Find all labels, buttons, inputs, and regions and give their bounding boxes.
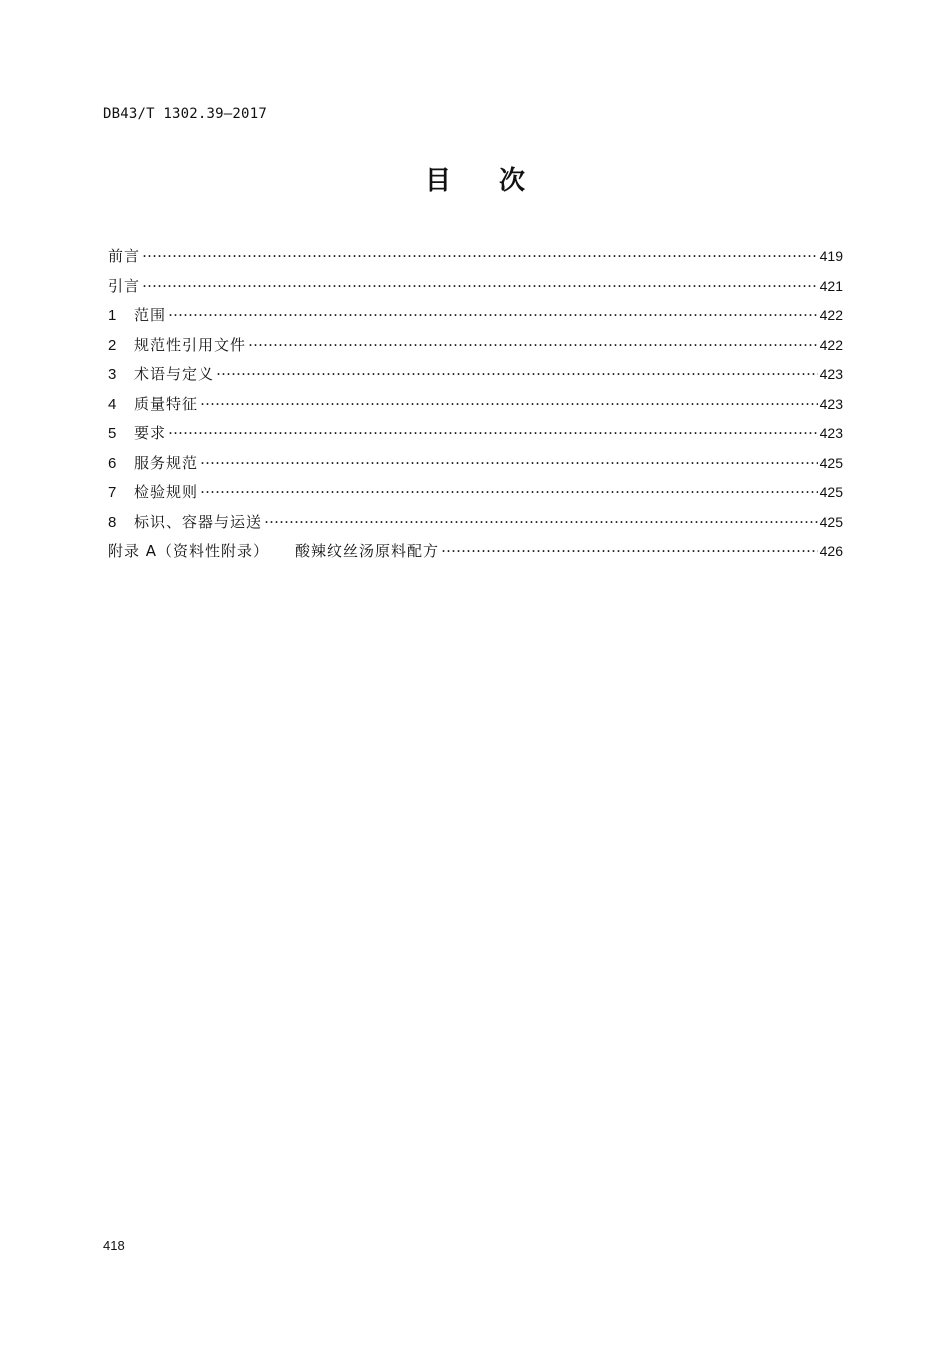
- page-title: [0, 160, 950, 197]
- toc-entry-title: 标识、容器与运送: [134, 512, 263, 531]
- toc-entry-title: 质量特征: [134, 394, 199, 413]
- toc-entry-title: 术语与定义: [134, 365, 215, 383]
- toc-entry-title: 规范性引用文件: [134, 335, 247, 354]
- toc-leader-dots: [200, 477, 818, 495]
- page-number: 418: [103, 1238, 125, 1253]
- toc-entry-title: 检验规则: [134, 483, 199, 501]
- toc-entry-number: 2: [108, 336, 117, 354]
- toc-leader-dots: [142, 241, 818, 259]
- toc-entry-page: 425: [819, 513, 843, 530]
- toc-entry-page: 423: [819, 366, 843, 382]
- toc-entry-number: 1: [108, 307, 117, 324]
- toc-entry-page: 419: [819, 248, 843, 264]
- toc-entry-number: 7: [108, 484, 117, 501]
- toc-entry-title: [108, 540, 439, 562]
- toc-entry-page: 423: [819, 395, 843, 412]
- toc-entry-title: 范围: [134, 306, 167, 324]
- toc-leader-dots: [248, 330, 818, 348]
- toc-entry-page: 425: [819, 454, 843, 471]
- toc-entry-title: 要求: [134, 424, 167, 442]
- toc-leader-dots: [168, 300, 818, 318]
- toc-entry-page: 421: [819, 277, 843, 294]
- toc-entry-annex-a[interactable]: [108, 540, 843, 570]
- title-part-1: 目: [424, 166, 451, 196]
- toc-annex-label: 附录 A（资料性附录）: [108, 542, 270, 560]
- toc-entry-title: 引言: [108, 276, 141, 295]
- toc-entry-number: 4: [108, 395, 117, 413]
- toc-entry-number: 6: [108, 454, 117, 472]
- toc-entry-number: 3: [108, 366, 117, 383]
- toc-entry-title: 服务规范: [134, 453, 199, 472]
- toc-entry-page: 422: [819, 336, 843, 353]
- toc-entry-number: 8: [108, 513, 117, 531]
- toc-leader-dots: [142, 271, 818, 289]
- toc-entry-page: 422: [819, 307, 843, 323]
- toc-entry-page: 426: [819, 543, 843, 559]
- toc-annex-subtitle: 酸辣纹丝汤原料配方: [295, 542, 440, 560]
- toc-leader-dots: [264, 507, 818, 525]
- toc-leader-dots: [168, 418, 818, 436]
- toc-leader-dots: [216, 359, 818, 377]
- table-of-contents: [108, 245, 843, 570]
- toc-entry-page: 423: [819, 425, 843, 441]
- document-code: DB43/T 1302.39—2017: [103, 106, 267, 122]
- toc-leader-dots: [441, 536, 818, 554]
- toc-entry-page: 425: [819, 484, 843, 500]
- toc-leader-dots: [200, 389, 818, 407]
- toc-leader-dots: [200, 448, 818, 466]
- toc-entry-title: 前言: [108, 247, 141, 265]
- title-part-2: 次: [499, 166, 526, 196]
- toc-entry-number: 5: [108, 425, 117, 442]
